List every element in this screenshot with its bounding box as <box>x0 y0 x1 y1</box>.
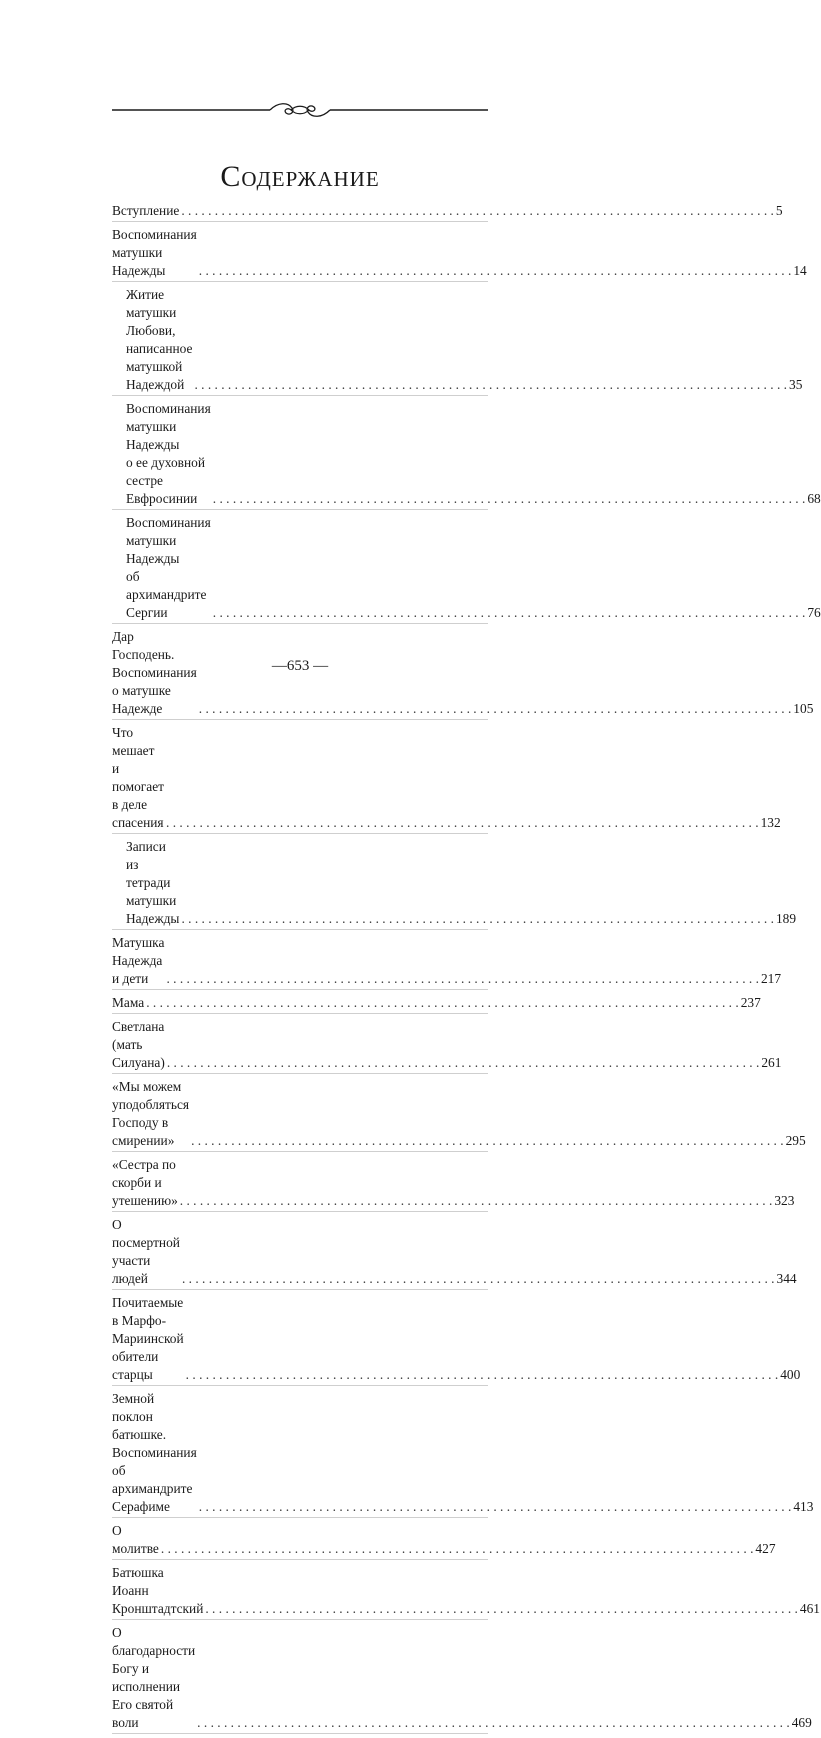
toc-entry <box>112 1216 797 1290</box>
toc-entry-title: Дар Господень. Воспоминания о матушке Надежде <box>112 629 197 716</box>
toc-entry-title: Мама <box>112 995 145 1010</box>
toc-entry-page: 132 <box>760 815 781 830</box>
toc-entry <box>112 1294 801 1386</box>
toc-entry-page: 217 <box>760 971 782 986</box>
toc-entry-page: 105 <box>793 701 814 716</box>
toc-entry <box>112 1078 806 1152</box>
page-title: Содержание <box>220 160 380 194</box>
page-number: —653 — <box>271 658 329 674</box>
toc-entry-title: О посмертной участи людей <box>112 1217 180 1286</box>
toc-entry-page: 261 <box>761 1055 782 1070</box>
toc-leader-dots <box>167 1054 760 1072</box>
toc-entry-title: О благодарности Богу и исполнении Его святой воли <box>112 1625 196 1730</box>
toc-entry-page: 344 <box>776 1271 797 1286</box>
toc-leader-dots <box>213 490 806 508</box>
toc-entry-title: Что мешает и помогает в деле спасения <box>112 725 165 830</box>
toc-leader-dots <box>213 604 806 622</box>
table-of-contents <box>112 202 821 1738</box>
toc-leader-dots <box>181 910 774 928</box>
toc-entry-title: Матушка Надежда и дети <box>112 935 165 986</box>
toc-entry-title: Воспоминания матушки Надежды <box>112 227 197 278</box>
toc-entry-page: 35 <box>789 377 803 392</box>
toc-entry-title: Земной поклон батюшке. Воспоминания об архимандрите Серафиме <box>112 1391 197 1514</box>
toc-entry <box>112 226 807 282</box>
toc-entry-page: 76 <box>807 605 821 620</box>
toc-entry-page: 68 <box>807 491 821 506</box>
toc-entry <box>112 1564 820 1620</box>
toc-entry-page: 237 <box>740 995 761 1010</box>
toc-entry-page: 427 <box>755 1541 776 1556</box>
toc-entry-page: 469 <box>791 1715 812 1730</box>
toc-entry <box>112 286 803 396</box>
toc-entry-title: Воспоминания матушки Надежды о ее духовной сестре Евфросинии <box>126 401 211 506</box>
toc-leader-dots <box>166 814 759 832</box>
toc-leader-dots <box>199 700 792 718</box>
toc-entry <box>112 838 797 930</box>
toc-leader-dots <box>199 1498 792 1516</box>
toc-entry-title: Почитаемые в Марфо-Мариинской обители старцы <box>112 1295 184 1382</box>
toc-entry <box>112 400 821 510</box>
toc-entry <box>112 1624 812 1734</box>
toc-entry-page: 5 <box>775 203 783 218</box>
toc-entry-title: «Мы можем уподобляться Господу в смирении» <box>112 1079 190 1148</box>
toc-entry <box>112 1390 814 1518</box>
toc-leader-dots <box>180 1192 773 1210</box>
toc-leader-dots <box>186 1366 779 1384</box>
toc-entry-page: 14 <box>793 263 807 278</box>
toc-leader-dots <box>205 1600 798 1618</box>
toc-entry <box>112 994 761 1014</box>
toc-leader-dots <box>197 1714 790 1732</box>
toc-entry <box>112 514 821 624</box>
toc-entry <box>112 934 782 990</box>
toc-entry-title: Светлана (мать Силуана) <box>112 1019 165 1070</box>
toc-entry-page: 295 <box>785 1133 806 1148</box>
toc-entry-page: 461 <box>799 1601 820 1616</box>
toc-leader-dots <box>191 1132 784 1150</box>
toc-entry-title: Записи из тетради матушки Надежды <box>126 839 180 926</box>
toc-entry-title: Житие матушки Любови, написанное матушкой Надеждой <box>126 287 193 392</box>
toc-entry-title: «Сестра по скорби и утешению» <box>112 1157 178 1208</box>
toc-entry-page: 323 <box>774 1193 795 1208</box>
toc-leader-dots <box>161 1540 754 1558</box>
toc-entry-title: Батюшка Иоанн Кронштадтский <box>112 1565 204 1616</box>
toc-entry-page: 413 <box>793 1499 814 1514</box>
ornament-divider-icon <box>112 98 488 122</box>
toc-entry-page: 400 <box>780 1367 801 1382</box>
toc-entry-page: 189 <box>775 911 797 926</box>
toc-entry-title: О молитве <box>112 1523 159 1556</box>
toc-leader-dots <box>182 1270 775 1288</box>
toc-leader-dots <box>194 376 787 394</box>
toc-entry <box>112 1018 782 1074</box>
toc-entry <box>112 724 781 834</box>
toc-entry <box>112 1156 795 1212</box>
toc-entry <box>112 202 783 222</box>
toc-entry-title: Вступление <box>112 203 180 218</box>
toc-leader-dots <box>166 970 759 988</box>
toc-leader-dots <box>146 994 739 1012</box>
toc-entry <box>112 1522 776 1560</box>
toc-entry-title: Воспоминания матушки Надежды об архимандрите Сергии <box>126 515 211 620</box>
toc-leader-dots <box>199 262 792 280</box>
toc-leader-dots <box>181 202 774 220</box>
